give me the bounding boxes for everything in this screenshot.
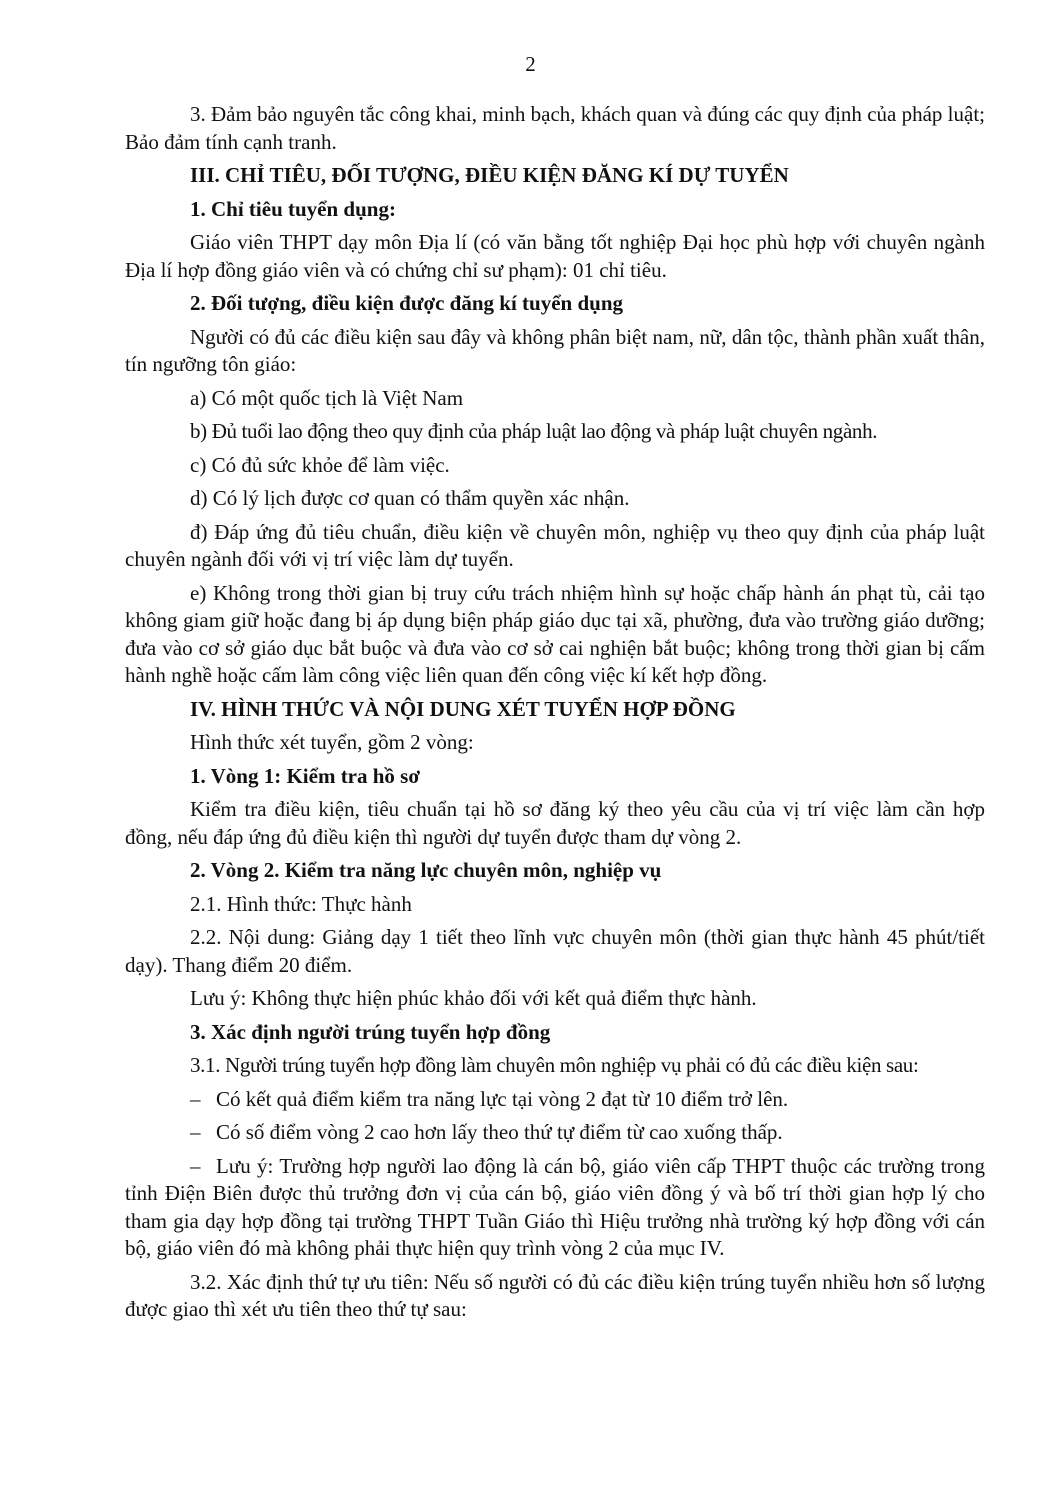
- condition-dd: đ) Đáp ứng đủ tiêu chuẩn, điều kiện về chuyên môn, nghiệp vụ theo quy định của pháp luật chuyên ngành đối với vị trí việc làm dự tuyển.: [125, 519, 985, 571]
- winner-note-text: Lưu ý: Trường hợp người lao động là cán bộ, giáo viên cấp THPT thuộc các trường trong tỉnh Điện Biên được thủ trưởng đơn vị của cán bộ, giáo viên đồng ý và bố trí thời gian hợp lý cho tham gia dạy hợp đồng tại trường THPT Tuần Giáo thì Hiệu trưởng nhà trường ký hợp đồng với cán bộ, giáo viên đó mà không phải thực hiện quy trình vòng 2 của mục IV.: [125, 1153, 985, 1260]
- condition-c: c) Có đủ sức khỏe để làm việc.: [190, 452, 450, 477]
- winner-condition-1-text: Có kết quả điểm kiểm tra năng lực tại vòng 2 đạt từ 10 điểm trở lên.: [216, 1086, 789, 1111]
- selection-format: Hình thức xét tuyển, gồm 2 vòng:: [190, 730, 474, 754]
- eligibility-intro: Người có đủ các điều kiện sau đây và không phân biệt nam, nữ, dân tộc, thành phần xuất thân, tín ngưỡng tôn giáo:: [125, 324, 985, 376]
- eligibility-heading: 2. Đối tượng, điều kiện được đăng kí tuyển dụng: [190, 291, 623, 315]
- condition-d: d) Có lý lịch được cơ quan có thẩm quyền xác nhận.: [190, 486, 630, 510]
- principle-3-paragraph: 3. Đảm bảo nguyên tắc công khai, minh bạch, khách quan và đúng các quy định của pháp luật; Bảo đảm tính cạnh tranh.: [125, 102, 985, 154]
- section-iii-heading: III. CHỈ TIÊU, ĐỐI TƯỢNG, ĐIỀU KIỆN ĐĂNG KÍ DỰ TUYỂN: [190, 163, 789, 187]
- document-body: [125, 101, 985, 1330]
- winner-conditions-intro: 3.1. Người trúng tuyển hợp đồng làm chuyên môn nghiệp vụ phải có đủ các điều kiện sau:: [190, 1053, 919, 1077]
- dash-mark: –: [190, 1153, 201, 1178]
- condition-a: a) Có một quốc tịch là Việt Nam: [190, 385, 464, 410]
- round-1-heading: 1. Vòng 1: Kiểm tra hồ sơ: [190, 763, 420, 788]
- winner-condition-1: [125, 1086, 985, 1114]
- round-2-note: Lưu ý: Không thực hiện phúc khảo đối với kết quả điểm thực hành.: [190, 986, 757, 1010]
- condition-b: b) Đủ tuổi lao động theo quy định của pháp luật lao động và pháp luật chuyên ngành.: [190, 419, 878, 443]
- round-2-heading: 2. Vòng 2. Kiểm tra năng lực chuyên môn, nghiệp vụ: [190, 858, 662, 882]
- round-2-format: 2.1. Hình thức: Thực hành: [190, 891, 412, 916]
- condition-e: e) Không trong thời gian bị truy cứu trách nhiệm hình sự hoặc chấp hành án phạt tù, cải tạo không giam giữ hoặc đang bị áp dụng biện pháp giáo dục tại xã, phường, đưa vào trường giáo dưỡng; đưa vào cơ sở giáo dục bắt buộc và đưa vào cơ sở cai nghiện bắt buộc; không trong thời gian bị cấm hành nghề hoặc cấm làm công việc liên quan đến công việc kí kết hợp đồng.: [125, 580, 985, 687]
- dash-mark: –: [190, 1120, 201, 1144]
- page-number: 2: [525, 52, 536, 76]
- winner-heading: 3. Xác định người trúng tuyển hợp đồng: [190, 1019, 551, 1044]
- round-2-content: 2.2. Nội dung: Giảng dạy 1 tiết theo lĩnh vực chuyên môn (thời gian thực hành 45 phút/tiết dạy). Thang điểm 20 điểm.: [125, 925, 985, 977]
- section-iv-heading: IV. HÌNH THỨC VÀ NỘI DUNG XÉT TUYỂN HỢP ĐỒNG: [190, 696, 736, 721]
- quota-heading: 1. Chỉ tiêu tuyển dụng:: [190, 196, 396, 221]
- winner-condition-2-text: Có số điểm vòng 2 cao hơn lấy theo thứ tự điểm từ cao xuống thấp.: [216, 1120, 783, 1144]
- quota-paragraph: Giáo viên THPT dạy môn Địa lí (có văn bằng tốt nghiệp Đại học phù hợp với chuyên ngành Địa lí hợp đồng giáo viên và có chứng chỉ sư phạm): 01 chỉ tiêu.: [125, 230, 985, 282]
- priority-paragraph: 3.2. Xác định thứ tự ưu tiên: Nếu số người có đủ các điều kiện trúng tuyển nhiều hơn số lượng được giao thì xét ưu tiên theo thứ tự sau:: [125, 1269, 985, 1321]
- winner-note: [125, 1153, 985, 1263]
- winner-condition-2: [125, 1119, 985, 1147]
- dash-mark: –: [190, 1086, 201, 1111]
- round-1-paragraph: Kiểm tra điều kiện, tiêu chuẩn tại hồ sơ đăng ký theo yêu cầu của vị trí việc làm cần hợp đồng, nếu đáp ứng đủ điều kiện thì người dự tuyển được tham dự vòng 2.: [125, 797, 985, 849]
